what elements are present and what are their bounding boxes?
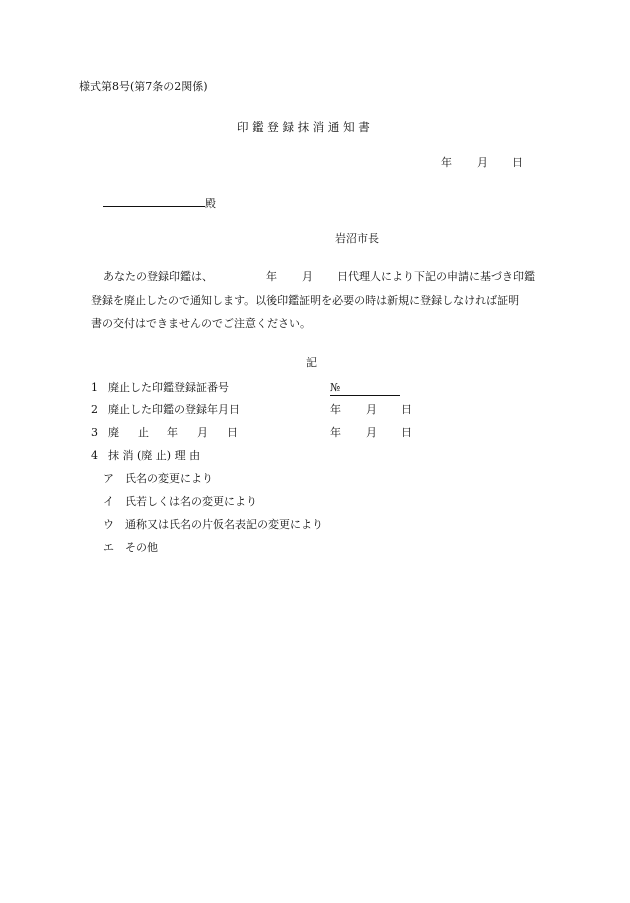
item-4-number: 4 [91,449,98,462]
ki-heading: 記 [306,356,317,369]
item-2-day: 日 [401,403,412,416]
item-3-label-e: 日 [227,426,238,439]
reason-e-text: その他 [125,541,158,554]
reason-a-mark: ア [103,472,114,485]
item-3-month: 月 [366,426,377,439]
document-title: 印 鑑 登 録 抹 消 通 知 書 [237,120,370,134]
reason-i-text: 氏若しくは名の変更により [125,495,257,508]
item-1-number: 1 [91,381,98,394]
addressee-line [103,194,216,211]
item-4-label: 抹 消 (廃 止) 理 由 [108,449,201,462]
item-3-label-b: 止 [138,426,149,439]
date-month: 月 [477,156,488,169]
item-3-label-c: 年 [167,426,178,439]
reason-u-text: 通称又は氏名の片仮名表記の変更により [125,518,323,531]
addressee-suffix: 殿 [205,197,216,210]
issuer-name: 岩沼市長 [335,232,379,245]
item-3-number: 3 [91,426,98,439]
body-line1-month: 月 [302,270,313,283]
date-year: 年 [441,156,452,169]
item-3-day: 日 [401,426,412,439]
item-3-label-a: 廃 [108,426,119,439]
body-line1-suffix: 日代理人により下記の申請に基づき印鑑 [337,270,535,283]
item-2-label: 廃止した印鑑の登録年月日 [108,403,240,416]
reason-i-mark: イ [103,495,114,508]
item-2-year: 年 [330,403,341,416]
body-line3: 書の交付はできませんのでご注意ください。 [91,317,311,330]
reason-e-mark: エ [103,541,114,554]
item-2-month: 月 [366,403,377,416]
date-day: 日 [512,156,523,169]
item-1-label: 廃止した印鑑登録証番号 [108,381,229,394]
reason-a-text: 氏名の変更により [125,472,213,485]
item-2-number: 2 [91,403,98,416]
addressee-blank [103,194,205,207]
registration-number-field: № [330,381,400,396]
body-line1-year: 年 [266,270,277,283]
form-number: 様式第8号(第7条の2関係) [79,80,208,93]
body-line2: 登録を廃止したので通知します。以後印鑑証明を必要の時は新規に登録しなければ証明 [91,294,520,307]
item-3-label-d: 月 [197,426,208,439]
reason-u-mark: ウ [103,518,114,531]
body-line1-prefix: あなたの登録印鑑は、 [103,270,213,283]
item-3-year: 年 [330,426,341,439]
item-1-value [330,381,400,396]
